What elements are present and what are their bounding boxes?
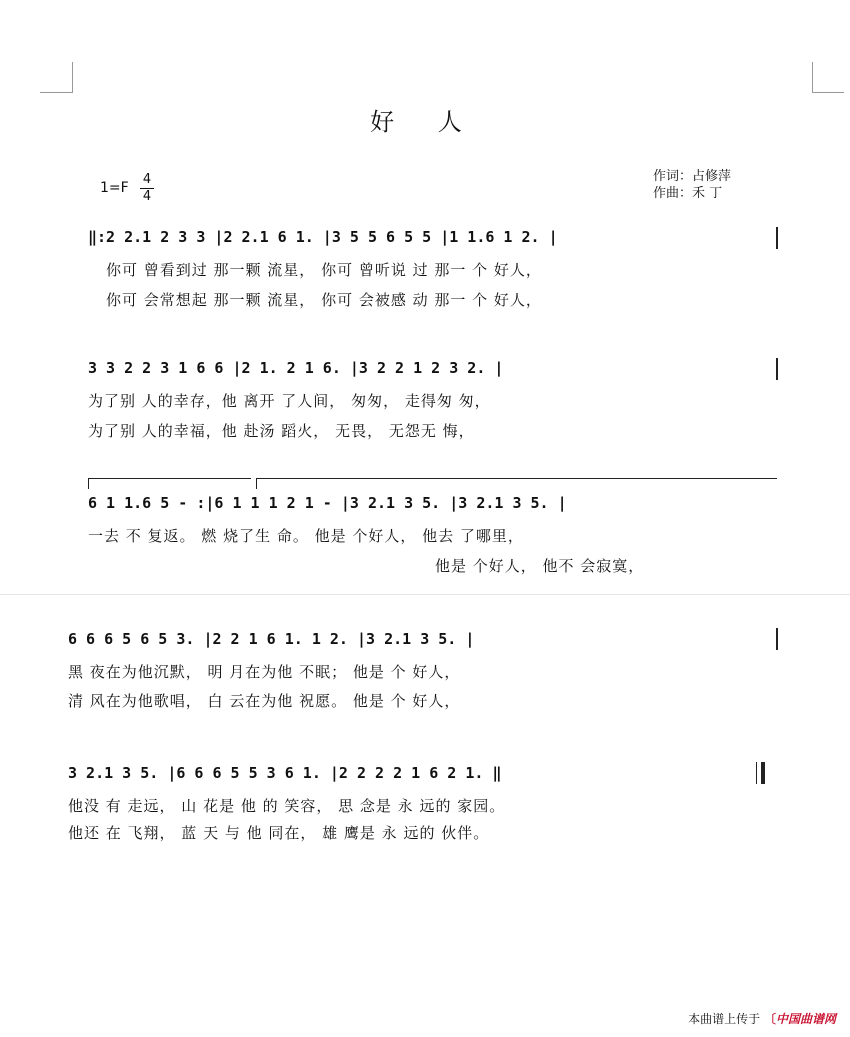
credits xyxy=(653,168,731,202)
lyrics-line-2a: 为了别 人的幸存，他 离开 了人间， 匆匆， 走得匆 匆， xyxy=(88,392,491,410)
end-barline-4 xyxy=(776,628,778,650)
lyricist: 作词：占修萍 xyxy=(653,169,732,184)
volta-2 xyxy=(256,478,777,489)
crop-mark-top-left xyxy=(40,92,72,93)
end-barline-2 xyxy=(776,358,778,380)
footer-site-link[interactable]: 中国曲谱网 xyxy=(775,1012,836,1026)
volta-1 xyxy=(88,478,251,489)
lyrics-line-4a: 黑 夜在为他沉默， 明 月在为他 不眠； 他是 个 好人， xyxy=(68,663,461,681)
final-barline-thick xyxy=(761,762,765,784)
lyrics-line-1b: 你可 会常想起 那一颗 流星， 你可 会被感 动 那一 个 好人， xyxy=(106,291,542,309)
final-barline-thin xyxy=(756,762,757,784)
lyrics-line-2b: 为了别 人的幸福，他 赴汤 蹈火， 无畏， 无怨无 悔， xyxy=(88,422,475,440)
lyrics-line-4b: 清 风在为他歌唱， 白 云在为他 祝愿。 他是 个 好人， xyxy=(68,692,461,710)
end-barline-1 xyxy=(776,227,778,249)
footer-attribution xyxy=(688,1010,836,1027)
crop-mark-top-right xyxy=(812,92,844,93)
key-signature: 1=F xyxy=(100,180,129,196)
composer: 作曲：禾 丁 xyxy=(653,186,723,201)
lyrics-line-1a: 你可 曾看到过 那一颗 流星， 你可 曾听说 过 那一 个 好人， xyxy=(106,261,542,279)
notation-line-2: 3 3 2 2 3 1 6 6 |2 1. 2 1 6. |3 2 2 1 2 3 2. | xyxy=(88,359,504,377)
lyrics-line-3a: 一去 不 复返。 燃 烧了生 命。 他是 个好人， 他去 了哪里， xyxy=(88,527,524,545)
crop-mark-top-left-vertical xyxy=(72,62,73,93)
time-signature: 4 4 xyxy=(140,172,154,205)
notation-line-4: 6 6 6 5 6 5 3. |2 2 1 6 1. 1 2. |3 2.1 3 5. | xyxy=(68,630,475,648)
notation-line-3: 6 1 1.6 5 - :|6 1 1 1 2 1 - |3 2.1 3 5. |3 2.1 3 5. | xyxy=(88,494,567,512)
footer-text: 本曲谱上传于 xyxy=(688,1012,761,1026)
lyrics-line-5b: 他还 在 飞翔， 蓝 天 与 他 同在， 雄 鹰是 永 远的 伙伴。 xyxy=(68,824,490,842)
notation-line-5: 3 2.1 3 5. |6 6 6 5 5 3 6 1. |2 2 2 2 1 6 2 1. ‖ xyxy=(68,764,502,782)
notation-line-1: ‖:2 2.1 2 3 3 |2 2.1 6 1. |3 5 5 6 5 5 |1 1.6 1 2. | xyxy=(88,228,558,246)
crop-mark-top-right-vertical xyxy=(812,62,813,93)
page-divider xyxy=(0,594,850,595)
lyrics-line-3b: 他是 个好人， 他不 会寂寞， xyxy=(435,557,645,575)
site-logo-icon: 〔 xyxy=(763,1012,776,1026)
lyrics-line-5a: 他没 有 走远， 山 花是 他 的 笑容， 思 念是 永 远的 家园。 xyxy=(68,797,506,815)
song-title: 好 人 xyxy=(370,108,480,136)
